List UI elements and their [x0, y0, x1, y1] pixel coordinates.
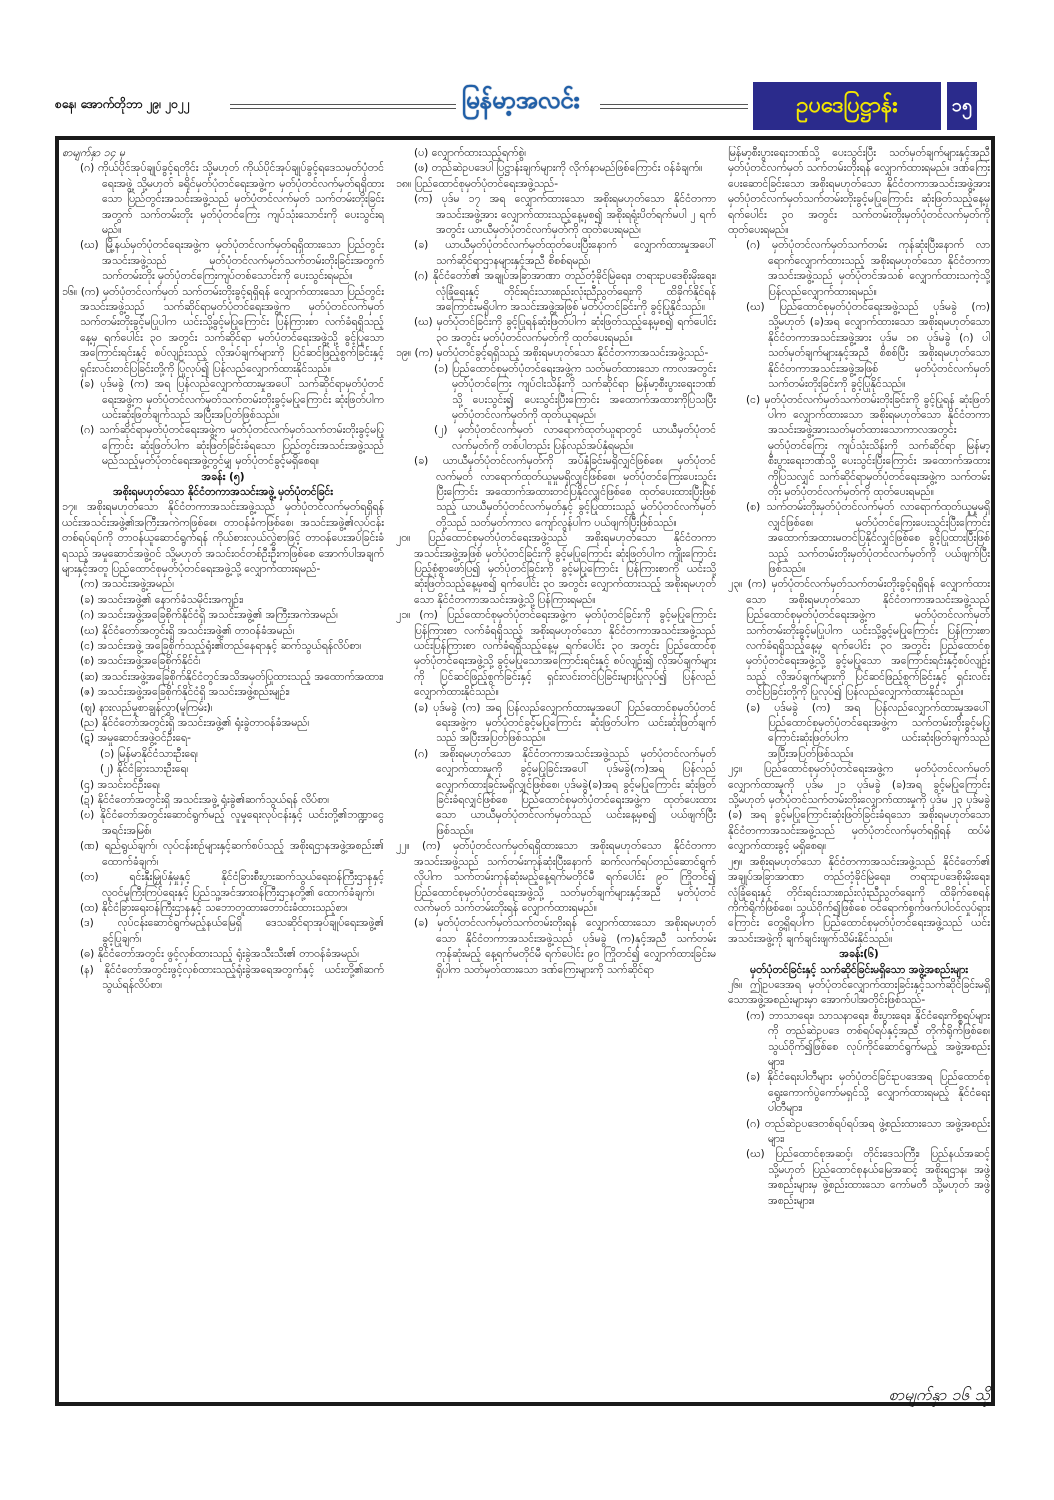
paragraph: (စ) အသင်းအဖွဲ့အခြေစိုက်နိုင်ငံ၊ [80, 655, 201, 668]
paragraph: (ဓ) နိုင်ငံတော်အတွင်း ဖွင့်လှစ်ထားသည့် ရုံးခွဲအသီးသီး၏ တာဝန်ခံအမည်၊ [80, 948, 360, 961]
paragraph: (၂) မှတ်ပုံတင်လက်မှတ် လာရောက်ထုတ်ယူရာတွင် ယာယီမှတ်ပုံတင်လက်မှတ်ကို တစ်ပါတည်း ပြန်လည်အပ်နှံရမည်။ [434, 424, 716, 452]
page-number: ၁၅ [947, 82, 977, 130]
paragraph: ၂၀။ ပြည်ထောင်စုမှတ်ပုံတင်ရေးအဖွဲ့သည် အစိုးရမဟုတ်သော နိုင်ငံတကာအသင်းအဖွဲ့အဖြစ် မှတ်ပုံတင်ခြင်းကို ခွင့်မပြုကြောင်း ဆုံးဖြတ်ပါက ကျိုးကြောင်းပြည့်စုံစွာဖော်ပြ၍ မှတ်ပုံတင်ခြင်းကို ခွင့်မပြုကြောင်း ပြန်ကြားစာကို ယင်းသို့ဆုံးဖြတ်သည့်နေ့မှစ၍ ရက်ပေါင်း ၃၀ အတွင်း လျှောက်ထားသည့် အစိုးရမဟုတ်သော နိုင်ငံတကာအသင်းအဖွဲ့သို့ ပြန်ကြားရမည်။ [396, 532, 716, 606]
newspaper-masthead: မြန်မာ့အလင်း [462, 86, 580, 114]
paragraph: ၁၇။ အစိုးရမဟုတ်သော နိုင်ငံတကာအသင်းအဖွဲ့သည် မှတ်ပုံတင်လက်မှတ်ရရှိရန် ယင်းအသင်းအဖွဲ့၏အကြီးအကဲကဖြစ်စေ၊ တာဝန်ခံကဖြစ်စေ၊ အသင်းအဖွဲ့၏လုပ်ငန်းတစ်ရပ်ရပ်ကို တာဝန်ယူဆောင်ရွက်ရန် ကိုယ်စားလှယ်လွှဲစာဖြင့် တာဝန်ပေးအပ်ခြင်းခံရသည့် အမှုဆောင်အဖွဲ့ဝင် သို့မဟုတ် အသင်းဝင်တစ်ဦးဦးကဖြစ်စေ အောက်ပါအချက်များနှင့်အတူ ပြည်ထောင်စုမှတ်ပုံတင်ရေးအဖွဲ့သို့ လျှောက်ထားရမည်- [62, 501, 384, 575]
paragraph: (ဆ) အသင်းအဖွဲ့အခြေစိုက်နိုင်ငံတွင်အသိအမှတ်ပြုထားသည့် အထောက်အထား၊ [80, 670, 384, 683]
paragraph: (ဖ) တည်ဆဲဥပဒေပါ ပြဋ္ဌာန်းချက်များကို လိုက်နာမည်ဖြစ်ကြောင်း ဝန်ခံချက်။ [414, 162, 703, 175]
paragraph: ၂၆။ ဤဥပဒေအရ မှတ်ပုံတင်လျှောက်ထားခြင်းနှင့်သက်ဆိုင်ခြင်းမရှိသောအဖွဲ့အစည်းများမှာ အောက်ပါအတိုင်းဖြစ်သည်- [728, 978, 990, 1007]
paragraph: (ဃ) မြို့နယ်မှတ်ပုံတင်ရေးအဖွဲ့က မှတ်ပုံတင်လက်မှတ်ရရှိထားသော ပြည်တွင်းအသင်းအဖွဲ့သည် မှတ်ပုံတင်လက်မှတ်သက်တမ်းတိုးခြင်းအတွက် သက်တမ်းတိုး မှတ်ပုံတင်ကြေးကျပ်တစ်သောင်းကို ပေးသွင်းရမည်။ [80, 239, 384, 283]
paragraph: (ဂ) ကိုယ်ပိုင်အုပ်ချုပ်ခွင့်ရတိုင်း သို့မဟုတ် ကိုယ်ပိုင်အုပ်ချုပ်ခွင့်ရဒေသမှတ်ပုံတင်ရေးအဖွဲ့ သို့မဟုတ် ခရိုင်မှတ်ပုံတင်ရေးအဖွဲ့က မှတ်ပုံတင်လက်မှတ်ရရှိထားသော ပြည်တွင်းအသင်းအဖွဲ့သည် မှတ်ပုံတင်လက်မှတ် သက်တမ်းတိုးခြင်းအတွက် သက်တမ်းတိုး မှတ်ပုံတင်ကြေး ကျပ်သုံးသောင်းကို ပေးသွင်းရမည်။ [80, 162, 384, 237]
continued-from-label: စာမျက်နှာ ၁၄ မှ [62, 147, 125, 159]
paragraph: (င) အသင်းအဖွဲ့ အခြေစိုက်သည့်ရုံး၏တည်နေရာနှင့် ဆက်သွယ်ရန်လိပ်စာ၊ [80, 640, 362, 652]
section-heading: မှတ်ပုံတင်ခြင်းနှင့် သက်ဆိုင်ခြင်းမရှိသော အဖွဲ့အစည်းများ [750, 963, 968, 976]
issue-date: စနေ၊ အောက်တိုဘာ ၂၉၊ ၂၀၂၂ [55, 97, 190, 111]
paragraph: (ဃ) မှတ်ပုံတင်ခြင်းကို ခွင့်ပြုရန်ဆုံးဖြတ်ပါက ဆုံးဖြတ်သည့်နေ့မှစ၍ ရက်ပေါင်း ၃၀ အတွင်း မှတ်ပုံတင်လက်မှတ်ကို ထုတ်ပေးရမည်။ [414, 316, 716, 344]
continued-on-label: စာမျက်နှာ ၁၆ သို့ [888, 1385, 990, 1404]
paragraph: (ခ) ယာယီမှတ်ပုံတင်လက်မှတ်ထုတ်ပေးပြီးနောက် လျှောက်ထားမှုအပေါ် သက်ဆိုင်ရာဌာနများနှင့်အညီ စိစစ်ရမည်၊ [414, 239, 716, 267]
paragraph: (ဂ) သက်ဆိုင်ရာမှတ်ပုံတင်ရေးအဖွဲ့က မှတ်ပုံတင်လက်မှတ်သက်တမ်းတိုးခွင့်မပြုကြောင်း ဆုံးဖြတ်ပါက ဆုံးဖြတ်ခြင်းခံရသော ပြည်တွင်းအသင်းအဖွဲ့သည် မည်သည့်မှတ်ပုံတင်ရေးအဖွဲ့တွင်မျှ မှတ်ပုံတင်ခွင့်မရှိစေရ။ [80, 424, 384, 468]
page-header [0, 82, 1054, 132]
paragraph: (ဂ) အသင်းအဖွဲ့အခြေစိုက်နိုင်ငံရှိ အသင်းအဖွဲ့၏ အကြီးအကဲအမည်၊ [80, 609, 338, 622]
paragraph: (င) မှတ်ပုံတင်လက်မှတ်သက်တမ်းတိုးခြင်းကို ခွင့်ပြုရန် ဆုံးဖြတ်ပါက လျှောက်ထားသော အစိုးရမဟုတ်သော နိုင်ငံတကာအသင်းအဖွဲ့အားသတ်မှတ်ထားသောကာလအတွင်း မှတ်ပုံတင်ကြေး ကျပ်သုံးသိန်းကို သက်ဆိုင်ရာ မြန်မာ့စီးပွားရေးဘဏ်သို့ ပေးသွင်းပြီးကြောင်း အထောက်အထားကိုပြသလျှင် သက်ဆိုင်ရာမှတ်ပုံတင်ရေးအဖွဲ့က သက်တမ်းတိုး မှတ်ပုံတင်လက်မှတ်ကို ထုတ်ပေးရမည်။ [746, 393, 990, 498]
paragraph: (၁) ပြည်ထောင်စုမှတ်ပုံတင်ရေးအဖွဲ့က သတ်မှတ်ထားသော ကာလအတွင်း မှတ်ပုံတင်ကြေး ကျပ်ငါးသိန်းကို သက်ဆိုင်ရာ မြန်မာ့စီးပွားရေးဘဏ်သို့ ပေးသွင်း၍ ပေးသွင်းပြီးကြောင်း အထောက်အထားကိုပြသပြီး မှတ်ပုံတင်လက်မှတ်ကို ထုတ်ယူရမည်၊ [434, 362, 716, 421]
paragraph: ၂၄။ ပြည်ထောင်စုမှတ်ပုံတင်ရေးအဖွဲ့က မှတ်ပုံတင်လက်မှတ် လျှောက်ထားမှုကို ပုဒ်မ ၂၁ ပုဒ်မခွဲ (ခ)အရ ခွင့်မပြုကြောင်း သို့မဟုတ် မှတ်ပုံတင်သက်တမ်းတိုးလျှောက်ထားမှုကို ပုဒ်မ ၂၃ ပုဒ်မခွဲ (ခ) အရ ခွင့်မပြုကြောင်းဆုံးဖြတ်ခြင်းခံရသော အစိုးရမဟုတ်သော နိုင်ငံတကာအသင်းအဖွဲ့သည် မှတ်ပုံတင်လက်မှတ်ရရှိရန် ထပ်မံလျှောက်ထားခွင့် မရှိစေရ။ [728, 763, 990, 853]
section-heading: အစိုးရမဟုတ်သော နိုင်ငံတကာအသင်းအဖွဲ့ မှတ်ပုံတင်ခြင်း [113, 485, 333, 498]
paragraph: မြန်မာ့စီးပွားရေးဘဏ်သို့ ပေးသွင်းပြီး သတ်မှတ်ချက်များနှင့်အညီ မှတ်ပုံတင်လက်မှတ် သက်တမ်းတိုးရန် လျှောက်ထားရမည်။ ဒဏ်ကြေးပေးဆောင်ခြင်းသော အစိုးရမဟုတ်သော နိုင်ငံတကာအသင်းအဖွဲ့အား မှတ်ပုံတင်လက်မှတ်သက်တမ်းတိုးခွင့်မပြုကြောင်း ဆုံးဖြတ်သည့်နေ့မှ ရက်ပေါင်း ၃၀ အတွင်း သက်တမ်းတိုးမှတ်ပုံတင်လက်မှတ်ကို ထုတ်ပေးရမည်။ [728, 147, 990, 237]
paragraph: (ဃ) ပြည်ထောင်စုအဆင့်၊ တိုင်းဒေသကြီး၊ ပြည်နယ်အဆင့် သို့မဟုတ် ပြည်ထောင်စုနယ်မြေအဆင့် အစိုးရဌာန၊ အဖွဲ့အစည်းများမှ ဖွဲ့စည်းထားသော ကော်မတီ သို့မဟုတ် အဖွဲ့အစည်းများ။ [746, 1148, 990, 1207]
paragraph: ၁၉။ (က) မှတ်ပုံတင်ခွင့်ရရှိသည့် အစိုးရမဟုတ်သော နိုင်ငံတကာအသင်းအဖွဲ့သည်- [396, 347, 709, 360]
paragraph: (က) အသင်းအဖွဲ့အမည်၊ [80, 578, 175, 591]
column-2 [396, 146, 716, 1396]
section-heading: အခန်း(၆) [839, 948, 879, 961]
paragraph: (ထ) နိုင်ငံခြားရေးဝန်ကြီးဌာနနှင့် သဘောတူထားတောင်းခံထားသည့်စာ၊ [80, 901, 348, 914]
paragraph: (က) ဘာသာရေး၊ သာသနာရေး၊ စီးပွားရေး၊ နိုင်ငံရေးကိစ္စရပ်များကို တည်ဆဲဥပဒေ တစ်ရပ်ရပ်နှင့်အညီ တိုက်ရိုက်ဖြစ်စေ၊ သွယ်ဝိုက်၍ဖြစ်စေ လုပ်ကိုင်ဆောင်ရွက်မည့် အဖွဲ့အစည်းများ၊ [746, 1009, 990, 1068]
paragraph: (န) နိုင်ငံတော်အတွင်းဖွင့်လှစ်ထားသည့်ရုံးခွဲအရေအတွက်နှင့် ယင်းတို့၏ဆက်သွယ်ရန်လိပ်စာ၊ [80, 963, 384, 991]
paragraph: (ဃ) ပြည်ထောင်စုမှတ်ပုံတင်ရေးအဖွဲ့သည် ပုဒ်မခွဲ (က) သို့မဟုတ် (ခ)အရ လျှောက်ထားသော အစိုးရမဟုတ်သော နိုင်ငံတကာအသင်းအဖွဲ့အား ပုဒ်မ ၁၈ ပုဒ်မခွဲ (ဂ) ပါ သတ်မှတ်ချက်များနှင့်အညီ စိစစ်ပြီး အစိုးရမဟုတ်သော နိုင်ငံတကာအသင်းအဖွဲ့အဖြစ် မှတ်ပုံတင်လက်မှတ် သက်တမ်းတိုးခြင်းကို ခွင့်ပြုနိုင်သည်။ [746, 301, 990, 391]
header-rule-left [230, 104, 456, 109]
paragraph: (ဈ) နားလည်မှုစာချွန်လွှာ(မူကြမ်း)၊ [80, 701, 213, 714]
paragraph: (ခ) ယာယီမှတ်ပုံတင်လက်မှတ်ကို အပ်နှံခြင်းမရှိလျှင်ဖြစ်စေ၊ မှတ်ပုံတင်လက်မှတ် လာရောက်ထုတ်ယူမှုမရှိလျှင်ဖြစ်စေ၊ မှတ်ပုံတင်ကြေးပေးသွင်းပြီးကြောင်း အထောက်အထားတင်ပြနိုင်လျှင်ဖြစ်စေ ထုတ်ပေးထားပြီးဖြစ်သည့် ယာယီမှတ်ပုံတင်လက်မှတ်နှင့် ခွင့်ပြုထားသည့် မှတ်ပုံတင်လက်မှတ်တို့သည် သတ်မှတ်ကာလ ကျော်လွန်ပါက ပယ်ဖျက်ပြီးဖြစ်သည်။ [414, 455, 716, 529]
paragraph: ၁၈။ ပြည်ထောင်စုမှတ်ပုံတင်ရေးအဖွဲ့သည်- [396, 177, 559, 190]
paragraph: (၁) မြန်မာနိုင်ငံသားဦးရေ၊ [100, 747, 198, 760]
paragraph: (စ) သက်တမ်းတိုးမှတ်ပုံတင်လက်မှတ် လာရောက်ထုတ်ယူမှုမရှိလျှင်ဖြစ်စေ၊ မှတ်ပုံတင်ကြေးပေးသွင်းပြီးကြောင်း အထောက်အထားမတင်ပြနိုင်လျှင်ဖြစ်စေ ခွင့်ပြုထားပြီးဖြစ်သည့် သက်တမ်းတိုးမှတ်ပုံတင်လက်မှတ်ကို ပယ်ဖျက်ပြီးဖြစ်သည်။ [746, 501, 990, 575]
paragraph: (ဌ) အသင်းဝင်ဦးရေ၊ [80, 778, 160, 791]
paragraph: (ဃ) နိုင်ငံတော်အတွင်းရှိ အသင်းအဖွဲ့၏ တာဝန်ခံအမည်၊ [80, 624, 295, 637]
paragraph: (ဂ) တည်ဆဲဥပဒေတစ်ရပ်ရပ်အရ ဖွဲ့စည်းထားသော အဖွဲ့အစည်းများ၊ [746, 1117, 990, 1145]
paragraph: (ဏ) ရည်ရွယ်ချက်၊ လုပ်ငန်းစဉ်များနှင့်ဆက်စပ်သည့် အစိုးရဌာနအဖွဲ့အစည်း၏ ထောက်ခံချက်၊ [80, 840, 384, 868]
header-rule-right [600, 104, 748, 109]
paragraph: (ဒ) လုပ်ငန်းဆောင်ရွက်မည့်နယ်မြေရှိ ဒေသဆိုင်ရာအုပ်ချုပ်ရေးအဖွဲ့၏ ခွင့်ပြုချက်၊ [80, 917, 384, 945]
paragraph: (ခ) ပုဒ်မခွဲ (က) အရ ပြန်လည်လျှောက်ထားမှုအပေါ် သက်ဆိုင်ရာမှတ်ပုံတင်ရေးအဖွဲ့က မှတ်ပုံတင်လက်မှတ်သက်တမ်းတိုးခွင့်မပြုကြောင်း ဆုံးဖြတ်ပါက ယင်းဆုံးဖြတ်ချက်သည် အပြီးအပြတ်ဖြစ်သည်။ [80, 378, 384, 421]
paragraph: (ခ) အသင်းအဖွဲ့၏ နောက်ခံသမိုင်းအကျဉ်း၊ [80, 593, 244, 606]
column-3 [728, 146, 990, 1396]
paragraph: ၂၁။ (က) ပြည်ထောင်စုမှတ်ပုံတင်ရေးအဖွဲ့က မှတ်ပုံတင်ခြင်းကို ခွင့်မပြုကြောင်း ပြန်ကြားစာ လက်ခံရရှိသည့် အစိုးရမဟုတ်သော နိုင်ငံတကာအသင်းအဖွဲ့သည် ယင်းပြန်ကြားစာ လက်ခံရရှိသည့်နေ့မှ ရက်ပေါင်း ၃၀ အတွင်း ပြည်ထောင်စုမှတ်ပုံတင်ရေးအဖွဲ့သို့ ခွင့်မပြုသောအကြောင်းရင်းနှင့် စပ်လျဉ်း၍ လိုအပ်ချက်များကို ပြင်ဆင်ဖြည့်စွက်ခြင်းနှင့် ရှင်းလင်းတင်ပြခြင်းများပြုလုပ်၍ ပြန်လည်လျှောက်ထားနိုင်သည်။ [396, 609, 716, 699]
paragraph: (ဂ) မှတ်ပုံတင်လက်မှတ်သက်တမ်း ကုန်ဆုံးပြီးနောက် လာရောက်လျှောက်ထားသည့် အစိုးရမဟုတ်သော နိုင်ငံတကာအသင်းအဖွဲ့သည် မှတ်ပုံတင်အသစ် လျှောက်ထားသကဲ့သို့ ပြန်လည်လျှောက်ထားရမည်။ [746, 239, 990, 298]
paragraph: (ခ) မှတ်ပုံတင်လက်မှတ်သက်တမ်းတိုးရန် လျှောက်ထားသော အစိုးရမဟုတ်သော နိုင်ငံတကာအသင်းအဖွဲ့သည် ပုဒ်မခွဲ (က)နှင့်အညီ သက်တမ်းကုန်ဆုံးမည့် နေ့ရက်မတိုင်မီ ရက်ပေါင်း ၉၀ ကြိုတင်၍ လျှောက်ထားခြင်းမရှိပါက သတ်မှတ်ထားသော ဒဏ်ကြေးများကို သက်ဆိုင်ရာ [414, 917, 716, 976]
paragraph: ၂၂။ (က) မှတ်ပုံတင်လက်မှတ်ရရှိထားသော အစိုးရမဟုတ်သော နိုင်ငံတကာအသင်းအဖွဲ့သည် သက်တမ်းကုန်ဆုံးပြီးနောက် ဆက်လက်ရပ်တည်ဆောင်ရွက်လိုပါက သက်တမ်းကုန်ဆုံးမည့်နေ့ရက်မတိုင်မီ ရက်ပေါင်း ၉၀ ကြိုတင်၍ ပြည်ထောင်စုမှတ်ပုံတင်ရေးအဖွဲ့သို့ သတ်မှတ်ချက်များနှင့်အညီ မှတ်ပုံတင်လက်မှတ် သက်တမ်းတိုးရန် လျှောက်ထားရမည်။ [396, 840, 716, 914]
paragraph: (က) ပုဒ်မ ၁၇ အရ လျှောက်ထားသော အစိုးရမဟုတ်သော နိုင်ငံတကာအသင်းအဖွဲ့အား လျှောက်ထားသည့်နေ့မှစ၍ အစိုးရရုံးပိတ်ရက်မပါ ၂ ရက်အတွင်း ယာယီမှတ်ပုံတင်လက်မှတ်ကို ထုတ်ပေးရမည်၊ [414, 193, 716, 237]
paragraph: ၁၆။ (က) မှတ်ပုံတင်လက်မှတ် သက်တမ်းတိုးခွင့်ရရှိရန် လျှောက်ထားသော ပြည်တွင်းအသင်းအဖွဲ့သည် သက်ဆိုင်ရာမှတ်ပုံတင်ရေးအဖွဲ့က မှတ်ပုံတင်လက်မှတ် သက်တမ်းတိုးခွင့်မပြုပါက ယင်းသို့ခွင့်မပြုကြောင်း ပြန်ကြားစာ လက်ခံရရှိသည့်နေ့မှ ရက်ပေါင်း ၃၀ အတွင်း သက်ဆိုင်ရာ မှတ်ပုံတင်ရေးအဖွဲ့သို့ ခွင့်ပြုသော အကြောင်းရင်းနှင့် စပ်လျဉ်းသည့် လိုအပ်ချက်များကို ပြင်ဆင်ဖြည့်စွက်ခြင်းနှင့် ရှင်းလင်းတင်ပြခြင်းတို့ကို ပြုလုပ်၍ ပြန်လည်လျှောက်ထားနိုင်သည်။ [62, 285, 384, 375]
paragraph: (ဎ) နိုင်ငံတော်အတွင်းဆောင်ရွက်မည့် လူမှုရေးလုပ်ငန်းနှင့် ယင်းတို့၏ဘဏ္ဍာငွေအရင်းအမြစ်၊ [80, 809, 384, 837]
section-label: ဥပဒေပြဋ္ဌာန်း [753, 82, 941, 130]
paragraph: (တ) ရင်းနှီးမြှုပ်နှံမှုနှင့် နိုင်ငံခြားစီးပွားဆက်သွယ်ရေးဝန်ကြီးဌာနနှင့် လူဝင်မှုကြီးကြပ်ရေးနှင့် ပြည်သူ့အင်အားဝန်ကြီးဌာနတို့၏ ထောက်ခံချက်၊ [80, 871, 384, 899]
paragraph: (ခ) နိုင်ငံရေးပါတီများ မှတ်ပုံတင်ခြင်းဥပဒေအရ ပြည်ထောင်စုရွေးကောက်ပွဲကော်မရှင်သို့ လျှောက်ထားရမည့် နိုင်ငံရေးပါတီများ၊ [746, 1071, 990, 1115]
paragraph: (ဇ) အသင်းအဖွဲ့အခြေစိုက်နိုင်ငံရှိ အသင်းအဖွဲ့စည်းမျဉ်း၊ [80, 686, 290, 699]
paragraph: ၂၃။ (က) မှတ်ပုံတင်လက်မှတ်သက်တမ်းတိုးခွင့်ရရှိရန် လျှောက်ထားသော အစိုးရမဟုတ်သော နိုင်ငံတကာအသင်းအဖွဲ့သည် ပြည်ထောင်စုမှတ်ပုံတင်ရေးအဖွဲ့က မှတ်ပုံတင်လက်မှတ် သက်တမ်းတိုးခွင့်မပြုပါက ယင်းသို့ခွင့်မပြုကြောင်း ပြန်ကြားစာလက်ခံရရှိသည့်နေ့မှ ရက်ပေါင်း ၃၀ အတွင်း ပြည်ထောင်စုမှတ်ပုံတင်ရေးအဖွဲ့သို့ ခွင့်မပြုသော အကြောင်းရင်းနှင့်စပ်လျဉ်းသည့် လိုအပ်ချက်များကို ပြင်ဆင်ဖြည့်စွက်ခြင်းနှင့် ရှင်းလင်းတင်ပြခြင်းတို့ကို ပြုလုပ်၍ ပြန်လည်လျှောက်ထားနိုင်သည်။ [728, 578, 990, 699]
section-heading: အခန်း (၅) [201, 470, 245, 483]
paragraph: (ပ) လျှောက်ထားသည့်ရက်စွဲ၊ [414, 147, 527, 159]
paragraph: (ည) နိုင်ငံတော်အတွင်းရှိ အသင်းအဖွဲ့၏ ရုံးခွဲတာဝန်ခံအမည်၊ [80, 717, 310, 730]
paragraph: (ဋ) အမှုဆောင်အဖွဲ့ဝင်ဦးရေ- [80, 732, 191, 745]
paragraph: (ဍ) နိုင်ငံတော်အတွင်းရှိ အသင်းအဖွဲ့ ရုံးခွဲ၏ဆက်သွယ်ရန် လိပ်စာ၊ [80, 794, 330, 807]
paragraph: (ဂ) အစိုးရမဟုတ်သော နိုင်ငံတကာအသင်းအဖွဲ့သည် မှတ်ပုံတင်လက်မှတ် လျှောက်ထားမှုကို ခွင့်မပြုခြင်းအပေါ် ပုဒ်မခွဲ(က)အရ ပြန်လည်လျှောက်ထားခြင်းမရှိလျှင်ဖြစ်စေ၊ ပုဒ်မခွဲ(ခ)အရ ခွင့်မပြုကြောင်း ဆုံးဖြတ်ခြင်းခံရလျှင်ဖြစ်စေ ပြည်ထောင်စုမှတ်ပုံတင်ရေးအဖွဲ့က ထုတ်ပေးထားသော ယာယီမှတ်ပုံတင်လက်မှတ်သည် ယင်းနေ့မှစ၍ ပယ်ဖျက်ပြီးဖြစ်သည်။ [414, 747, 716, 837]
paragraph: (ဂ) နိုင်ငံတော်၏ အချုပ်အခြာအာဏာ တည်တံ့ခိုင်မြဲရေး၊ တရားဥပဒေစိုးမိုးရေး၊ လုံခြုံရေးနှင့် တိုင်းရင်းသားစည်းလုံးညီညွတ်ရေးကို ထိခိုက်နိုင်ရန် အကြောင်းမရှိပါက အသင်းအဖွဲ့အဖြစ် မှတ်ပုံတင်ခြင်းကို ခွင့်ပြုနိုင်သည်။ [414, 270, 716, 314]
column-1 [62, 146, 384, 1396]
paragraph: (ခ) ပုဒ်မခွဲ (က) အရ ပြန်လည်လျှောက်ထားမှုအပေါ် ပြည်ထောင်စုမှတ်ပုံတင်ရေးအဖွဲ့က သက်တမ်းတိုးခွင့်မပြုကြောင်းဆုံးဖြတ်ပါက ယင်းဆုံးဖြတ်ချက်သည် အပြီးအပြတ်ဖြစ်သည်။ [746, 701, 990, 760]
paragraph: (၂) နိုင်ငံခြားသားဦးရေ၊ [100, 763, 189, 776]
paragraph: (ခ) ပုဒ်မခွဲ (က) အရ ပြန်လည်လျှောက်ထားမှုအပေါ် ပြည်ထောင်စုမှတ်ပုံတင်ရေးအဖွဲ့က မှတ်ပုံတင်ခွင့်မပြုကြောင်း ဆုံးဖြတ်ပါက ယင်းဆုံးဖြတ်ချက်သည် အပြီးအပြတ်ဖြစ်သည်။ [414, 701, 716, 745]
paragraph: ၂၅။ အစိုးရမဟုတ်သော နိုင်ငံတကာအသင်းအဖွဲ့သည် နိုင်ငံတော်၏ အချုပ်အခြာအာဏာ တည်တံ့ခိုင်မြဲရေး၊ တရားဥပဒေစိုးမိုးရေး၊ လုံခြုံရေးနှင့် တိုင်းရင်းသားစည်းလုံးညီညွတ်ရေးကို ထိခိုက်စေရန် ကိုက်ရိုက်ဖြစ်စေ၊ သွယ်ဝိုက်၍ဖြစ်စေ ဝင်ရောက်စွက်ဖက်ပါဝင်လှုပ်ရှားကြောင်း တွေ့ရှိရပါက ပြည်ထောင်စုမှတ်ပုံတင်ရေးအဖွဲ့သည် ယင်းအသင်းအဖွဲ့ကို ချက်ချင်းဖျက်သိမ်းနိုင်သည်။ [728, 855, 990, 945]
